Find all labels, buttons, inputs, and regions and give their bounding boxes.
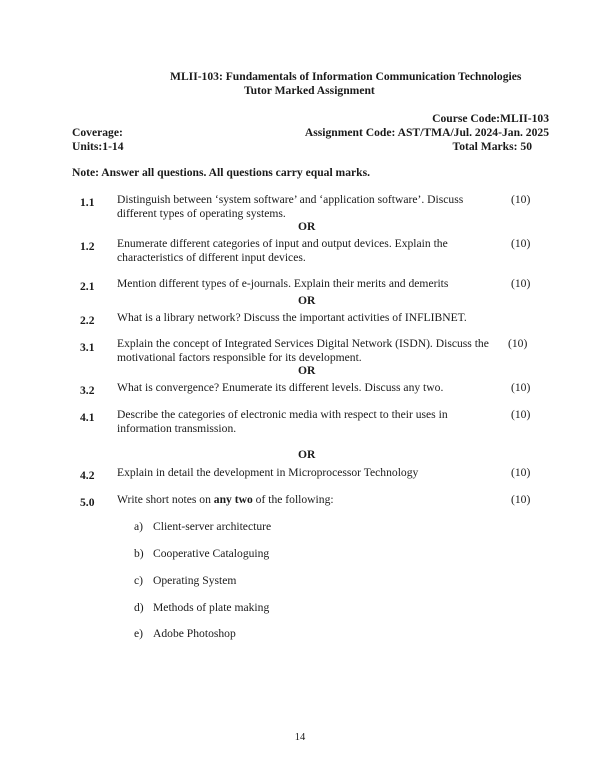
page-number: 14: [294, 732, 306, 743]
option-item: [134, 547, 269, 561]
question-text-post: of the following:: [252, 493, 334, 506]
assignment-code: Assignment Code: AST/TMA/Jul. 2024-Jan. 2025: [304, 126, 549, 139]
option-text: Operating System: [153, 574, 237, 587]
question-text: Distinguish between ‘system software’ and ‘application software’. Discuss different types of operating systems.: [117, 193, 464, 220]
or-separator: OR: [298, 220, 316, 233]
question-number: 4.1: [80, 411, 95, 424]
question-number: 3.1: [80, 341, 95, 354]
option-label: d): [134, 601, 144, 614]
or-separator: OR: [298, 294, 316, 307]
option-label: a): [134, 520, 144, 533]
option-text: Adobe Photoshop: [153, 627, 236, 640]
question-text: Enumerate different categories of input and output devices. Explain the characteristics of different input devices.: [117, 237, 448, 264]
question-marks: (10): [511, 381, 531, 394]
question-number: 5.0: [80, 496, 95, 509]
question-text: Mention different types of e-journals. Explain their merits and demerits: [117, 277, 449, 290]
option-label: b): [134, 547, 144, 560]
question-marks: (10): [508, 337, 528, 350]
question-number: 4.2: [80, 469, 95, 482]
option-item: [134, 601, 269, 615]
units-label: Units:1-14: [72, 140, 124, 153]
question-number: 2.2: [80, 314, 95, 327]
question-text-pre: Write short notes on: [117, 493, 214, 506]
question-number: 1.1: [80, 196, 95, 209]
question-text: Explain the concept of Integrated Services Digital Network (ISDN). Discuss the motivational factors responsible for its development.: [117, 337, 489, 364]
page-subtitle: Tutor Marked Assignment: [244, 84, 375, 97]
instructions-note: Note: Answer all questions. All questions carry equal marks.: [72, 166, 371, 179]
or-separator: OR: [298, 364, 316, 377]
question-marks: (10): [511, 408, 531, 421]
coverage-label: Coverage:: [72, 126, 123, 139]
question-text: What is convergence? Enumerate its different levels. Discuss any two.: [117, 381, 444, 394]
option-item: [134, 574, 236, 588]
question-text: Describe the categories of electronic media with respect to their uses in information transmission.: [117, 408, 448, 435]
question-text: Explain in detail the development in Microprocessor Technology: [117, 466, 419, 479]
question-number: 2.1: [80, 280, 95, 293]
option-label: c): [134, 574, 144, 587]
question-text: What is a library network? Discuss the important activities of INFLIBNET.: [117, 311, 467, 324]
question-number: 1.2: [80, 240, 95, 253]
option-item: [134, 520, 271, 534]
option-text: Client-server architecture: [153, 520, 272, 533]
question-marks: (10): [511, 237, 531, 250]
question-text-emphasis: any two: [213, 493, 253, 506]
course-code: Course Code:MLII-103: [432, 112, 549, 125]
question-marks: (10): [511, 493, 531, 506]
option-item: [134, 627, 236, 641]
option-label: e): [134, 627, 144, 640]
question-number: 3.2: [80, 384, 95, 397]
question-marks: (10): [511, 466, 531, 479]
option-text: Cooperative Cataloguing: [153, 547, 270, 560]
question-marks: (10): [511, 277, 531, 290]
total-marks: Total Marks: 50: [452, 140, 532, 153]
question-text: [117, 493, 502, 507]
or-separator: OR: [298, 448, 316, 461]
option-text: Methods of plate making: [153, 601, 270, 614]
question-marks: (10): [511, 193, 531, 206]
page-title: MLII-103: Fundamentals of Information Communication Technologies: [170, 70, 522, 83]
